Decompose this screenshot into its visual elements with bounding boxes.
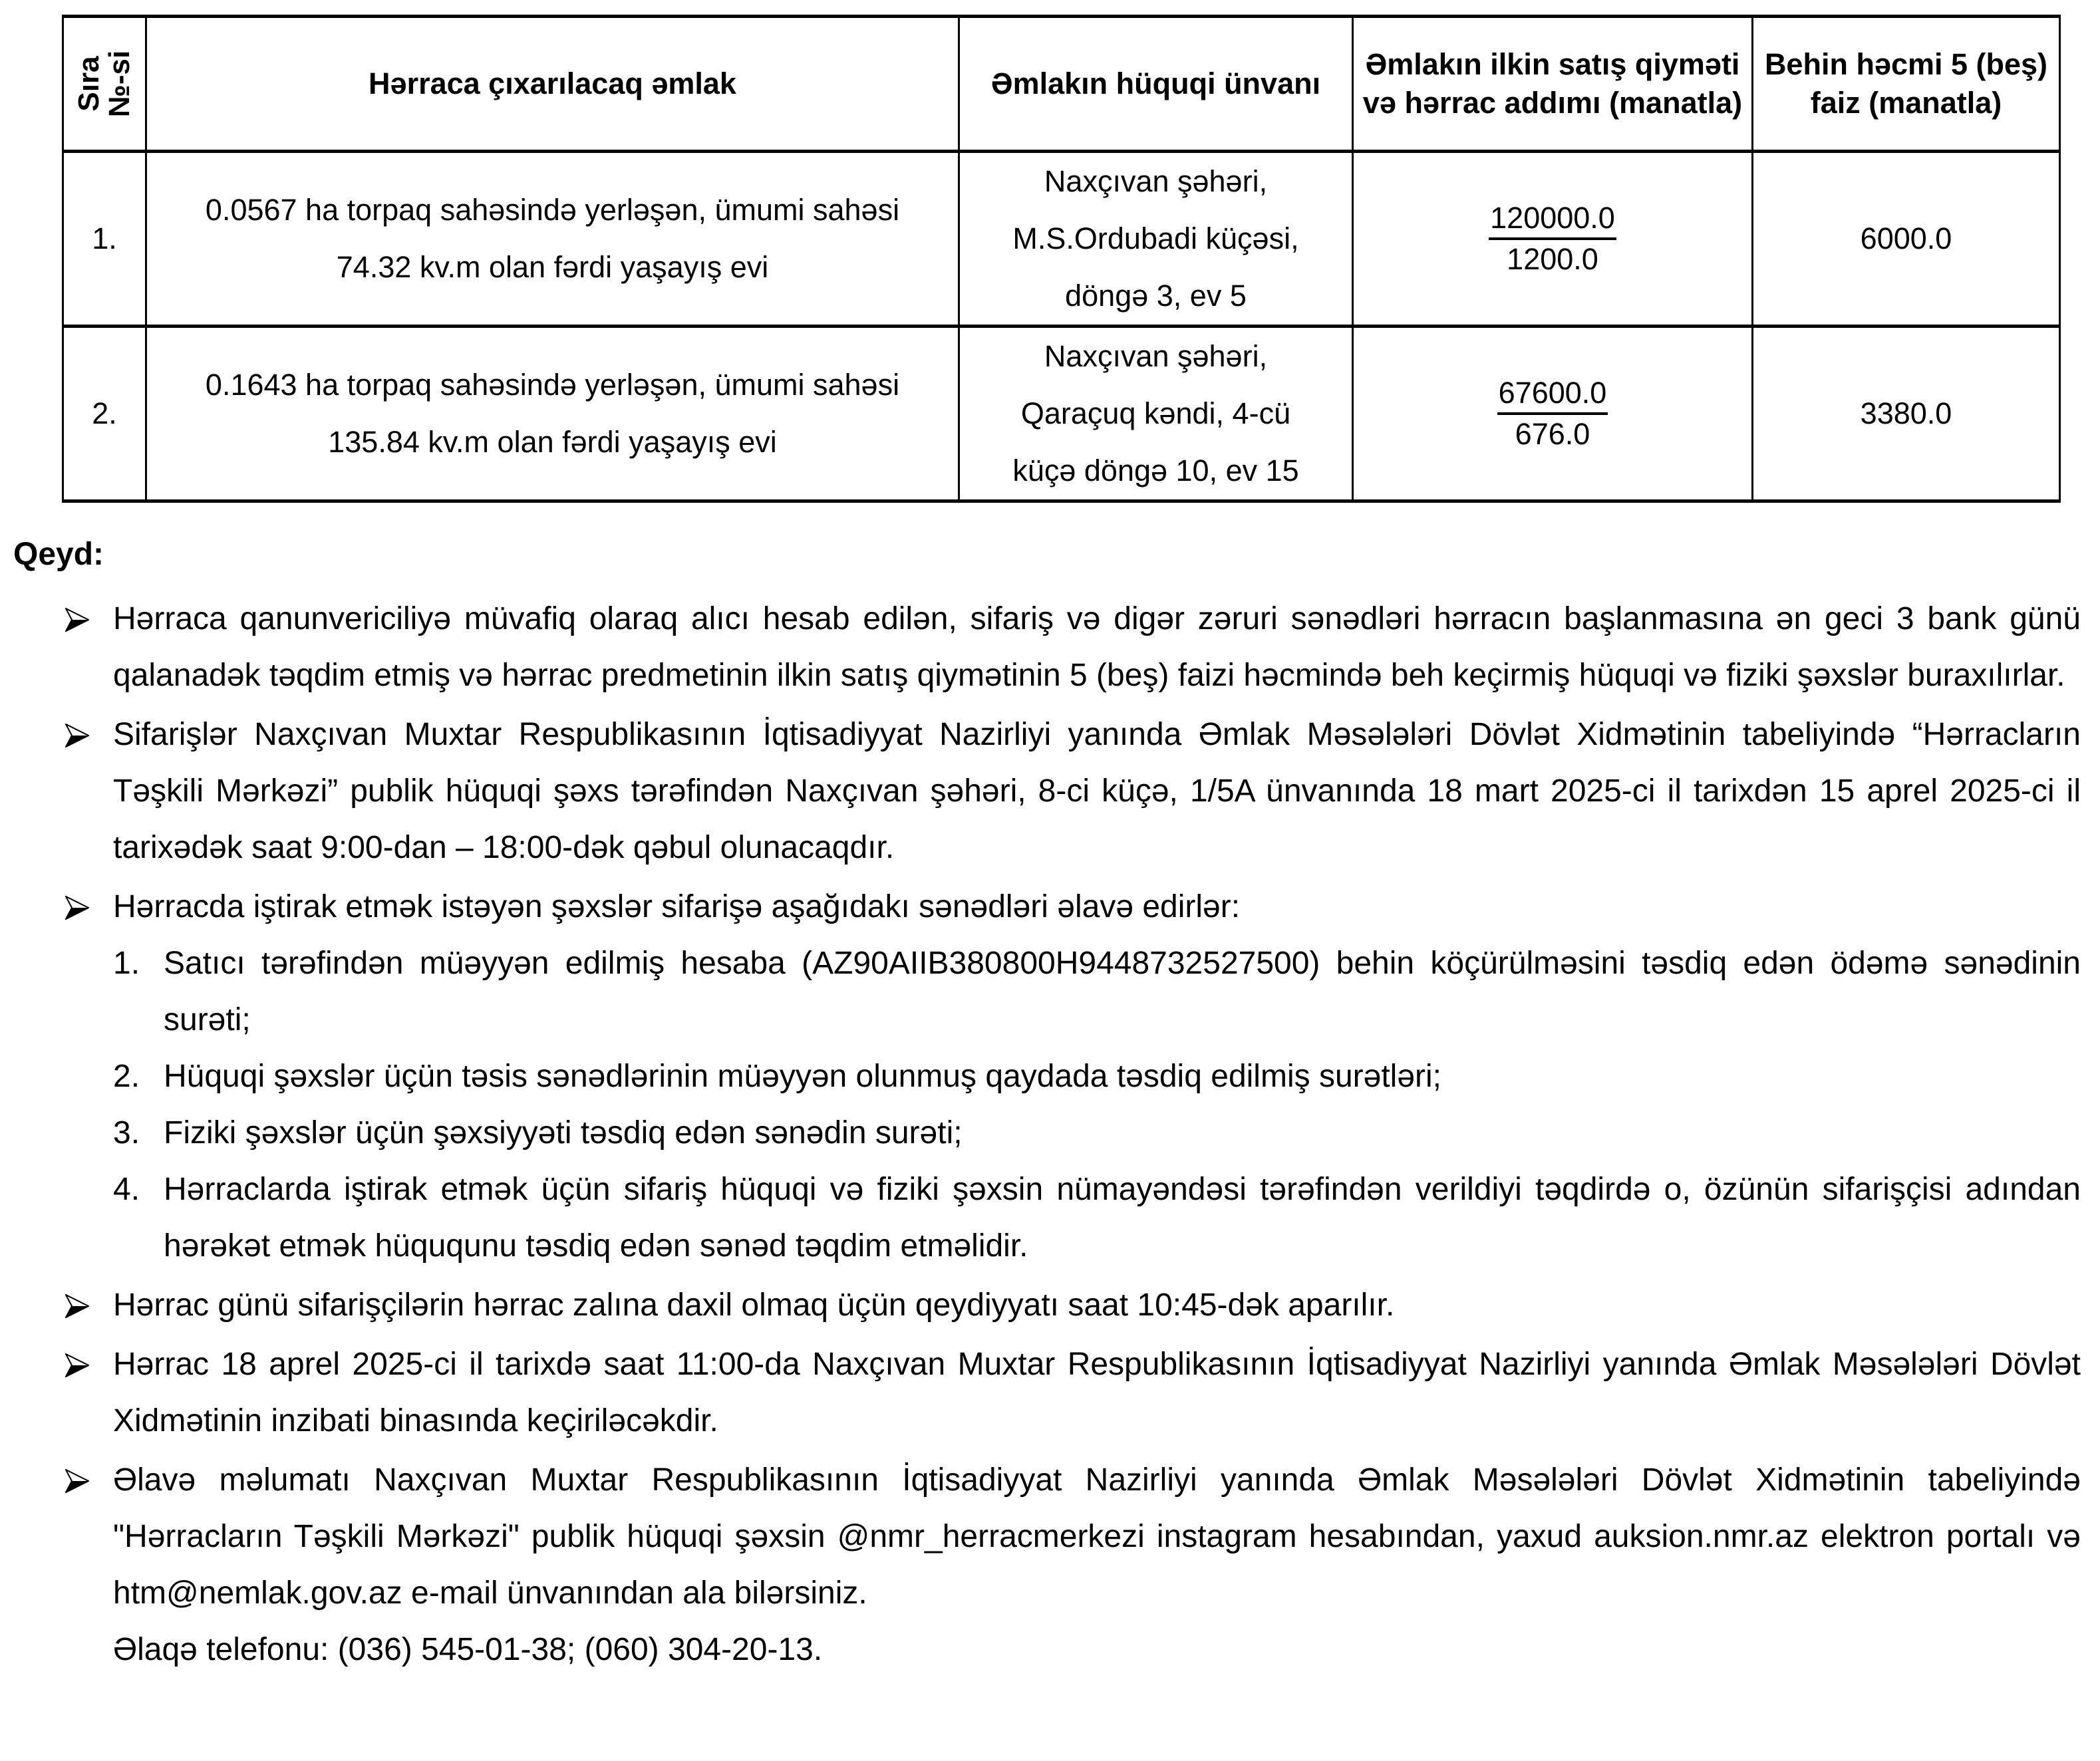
arrowhead-bullet-icon <box>65 896 89 920</box>
arrowhead-bullet-icon <box>65 1294 89 1318</box>
property-description <box>146 327 959 501</box>
item-text: Hüquqi şəxslər üçün təsis sənədlərinin müəyyən olunmuş qaydada təsdiq edilmiş surətləri; <box>164 1059 1442 1094</box>
notes-heading: Qeyd: <box>13 537 104 572</box>
item-text: Satıcı tərəfindən müəyyən edilmiş hesaba (AZ90AIIB380800H9448732527500) behin köçürülməsini təsdiq edən ödəmə sənədinin surəti; <box>164 946 2081 1037</box>
header-number-label: №-si <box>103 50 136 118</box>
arrowhead-bullet-icon <box>65 608 89 632</box>
price-fraction <box>1489 199 1616 279</box>
auction-lots-table <box>62 15 2061 503</box>
arrowhead-bullet-icon <box>65 724 89 747</box>
property-line: 0.1643 ha torpaq sahəsində yerləşən, ümumi sahəsi <box>205 368 900 402</box>
item-number: 1. <box>113 946 140 981</box>
table-row <box>63 327 2060 501</box>
notes-list <box>0 591 2100 1681</box>
list-item <box>113 1048 2081 1105</box>
note-bullet <box>0 591 2081 704</box>
property-line: 74.32 kv.m olan fərdi yaşayış evi <box>336 250 769 284</box>
list-item <box>113 1161 2081 1274</box>
arrowhead-bullet-icon <box>65 1469 89 1493</box>
property-line: 135.84 kv.m olan fərdi yaşayış evi <box>328 425 777 459</box>
item-number: 4. <box>113 1172 140 1207</box>
header-initial-price: Əmlakın ilkin satış qiyməti və hərrac addımı (manatla) <box>1353 17 1753 152</box>
property-description <box>146 152 959 327</box>
header-deposit: Behin həcmi 5 (beş) faiz (manatla) <box>1753 17 2060 152</box>
address-line: küçə döngə 10, ev 15 <box>1012 454 1299 487</box>
item-text: Fiziki şəxslər üçün şəxsiyyəti təsdiq edən sənədin surəti; <box>164 1115 963 1151</box>
initial-price: 67600.0 <box>1497 374 1608 415</box>
property-line: 0.0567 ha torpaq sahəsində yerləşən, ümumi sahəsi <box>205 193 900 227</box>
list-item <box>113 1105 2081 1161</box>
price-and-bid-step <box>1353 152 1753 327</box>
note-bullet <box>0 1336 2081 1449</box>
address-line: Naxçıvan şəhəri, <box>1044 164 1268 198</box>
item-number: 3. <box>113 1115 140 1151</box>
initial-price: 120000.0 <box>1489 199 1616 240</box>
property-address <box>959 327 1353 501</box>
required-documents-list <box>113 935 2081 1274</box>
address-line: Naxçıvan şəhəri, <box>1044 339 1268 373</box>
list-item <box>113 935 2081 1048</box>
row-number: 1. <box>63 152 146 327</box>
note-text: Sifarişlər Naxçıvan Muxtar Respublikasının İqtisadiyyat Nazirliyi yanında Əmlak Məsələləri Dövlət Xidmətinin tabeliyində “Hərracların Təşkili Mərkəzi” publik hüquqi şəxs tərəfindən Naxçıvan şəhəri, 8-ci küçə, 1/5A ünvanında 18 mart 2025-ci il tarixdən 15 aprel 2025-ci il tarixədək saat 9:00-dan – 18:00-dək qəbul olunacaqdır. <box>113 717 2081 865</box>
table-row <box>63 152 2060 327</box>
header-sequence-number <box>63 17 146 152</box>
address-line: Qaraçuq kəndi, 4-cü <box>1020 396 1291 430</box>
note-bullet <box>0 1277 2081 1333</box>
note-text: Hərrac 18 aprel 2025-ci il tarixdə saat 11:00-da Naxçıvan Muxtar Respublikasının İqtisadiyyat Nazirliyi yanında Əmlak Məsələləri Dövlət Xidmətinin inzibati binasında keçiriləcəkdir. <box>113 1347 2081 1438</box>
row-number: 2. <box>63 327 146 501</box>
arrowhead-bullet-icon <box>65 1353 89 1377</box>
header-property: Hərraca çıxarılacaq əmlak <box>146 17 959 152</box>
note-text: Hərracda iştirak etmək istəyən şəxslər sifarişə aşağıdakı sənədləri əlavə edirlər: <box>113 889 1241 924</box>
address-line: döngə 3, ev 5 <box>1065 279 1247 313</box>
note-text: Hərraca qanunvericiliyə müvafiq olaraq alıcı hesab edilən, sifariş və digər zəruri sənədləri hərracın başlanmasına ən geci 3 bank günü qalanadək təqdim etmiş və hərrac predmetinin ilkin satış qiymətinin 5 (beş) faizi həcmində beh keçirmiş hüquqi və fiziki şəxslər buraxılırlar. <box>113 601 2081 693</box>
price-and-bid-step <box>1353 327 1753 501</box>
note-bullet <box>0 1452 2081 1678</box>
property-address <box>959 152 1353 327</box>
contact-phone: Əlaqə telefonu: (036) 545-01-38; (060) 304-20-13. <box>113 1632 823 1667</box>
deposit-amount: 3380.0 <box>1753 327 2060 501</box>
bid-step: 676.0 <box>1515 416 1590 451</box>
header-sequence-label: Sıra <box>72 56 105 112</box>
note-text: Hərrac günü sifarişçilərin hərrac zalına daxil olmaq üçün qeydiyyatı saat 10:45-dək aparılır. <box>113 1287 1395 1323</box>
item-number: 2. <box>113 1059 140 1094</box>
item-text: Hərraclarda iştirak etmək üçün sifariş hüquqi və fiziki şəxsin nümayəndəsi tərəfindən verildiyi təqdirdə o, özünün sifarişçisi adından hərəkət etmək hüququnu təsdiq edən sənəd təqdim etməlidir. <box>164 1172 2081 1264</box>
table-header-row <box>63 17 2060 152</box>
note-text: Əlavə məlumatı Naxçıvan Muxtar Respublikasının İqtisadiyyat Nazirliyi yanında Əmlak Məsələləri Dövlət Xidmətinin tabeliyində "Hərracların Təşkili Mərkəzi" publik hüquqi şəxsin @nmr_herracmerkezi instagram hesabından, yaxud auksion.nmr.az elektron portalı və htm@nemlak.gov.az e-mail ünvanından ala bilərsiniz. <box>113 1462 2081 1611</box>
header-legal-address: Əmlakın hüquqi ünvanı <box>959 17 1353 152</box>
price-fraction <box>1497 374 1608 454</box>
note-bullet <box>0 706 2081 876</box>
note-bullet <box>0 879 2081 1274</box>
bid-step: 1200.0 <box>1507 241 1598 276</box>
address-line: M.S.Ordubadi küçəsi, <box>1012 221 1299 255</box>
deposit-amount: 6000.0 <box>1753 152 2060 327</box>
